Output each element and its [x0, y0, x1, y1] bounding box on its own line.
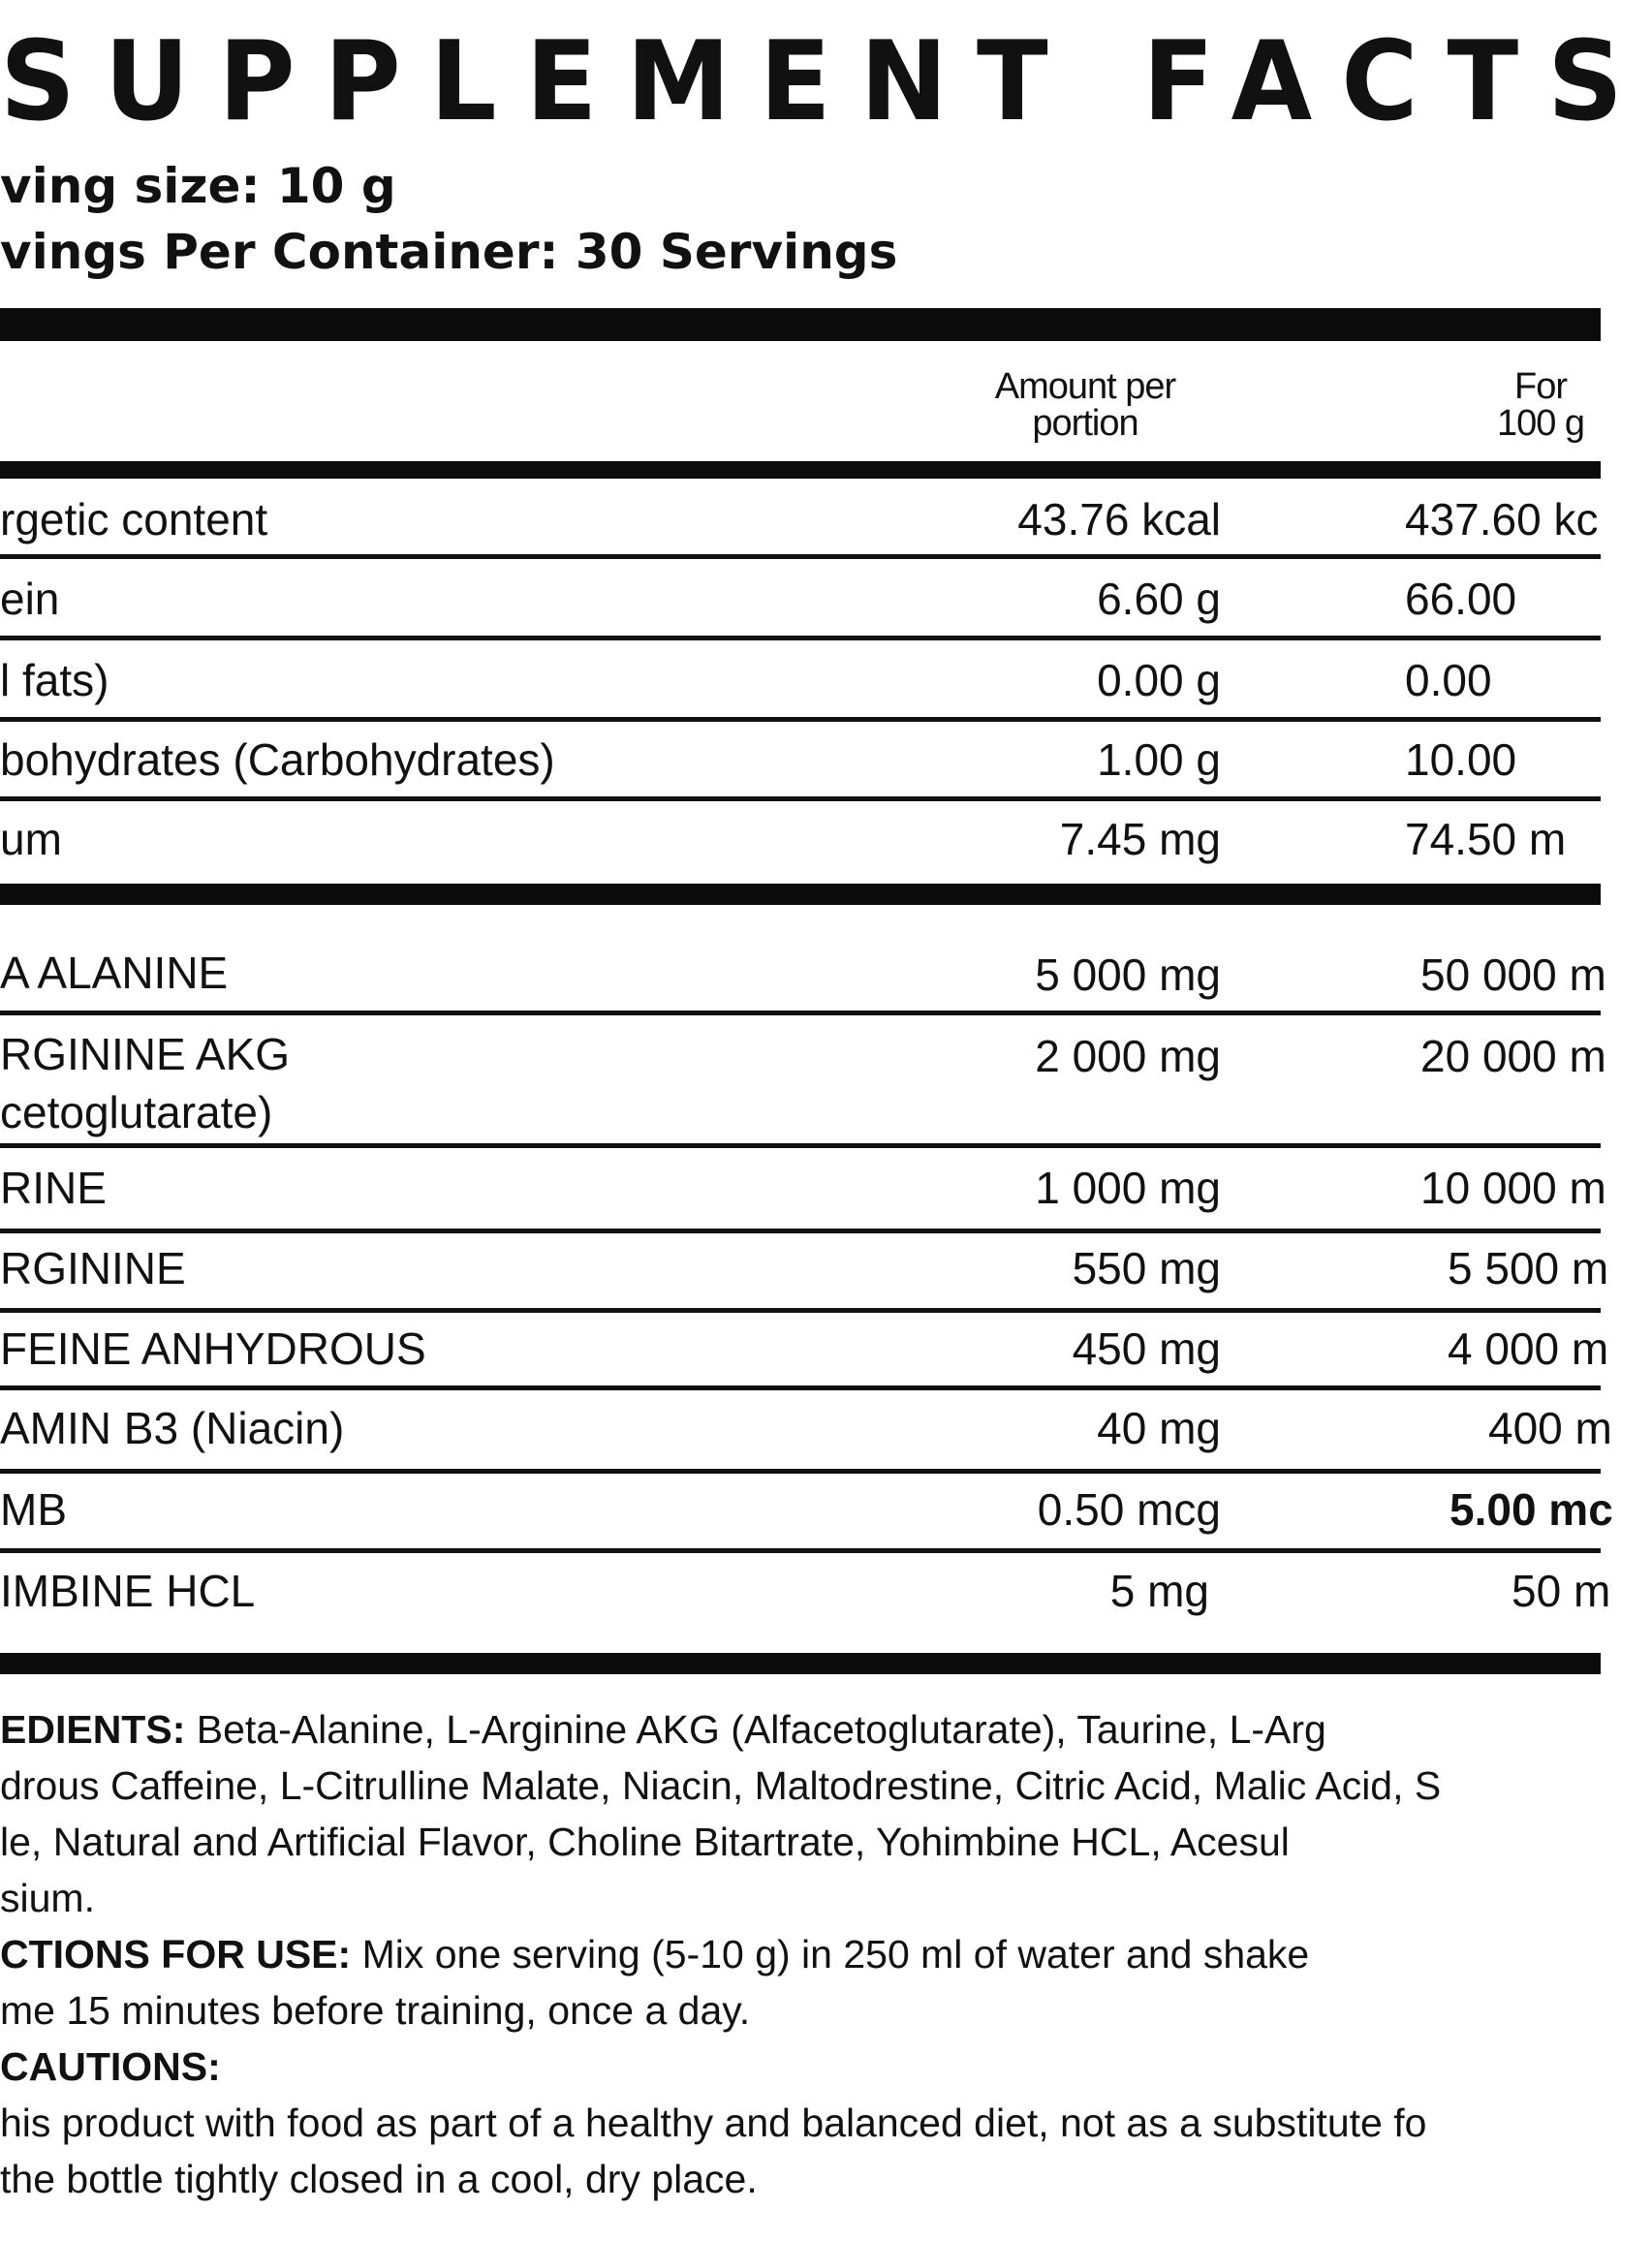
nutrition-row-name: rgetic content — [0, 494, 268, 545]
nutrition-row-name: ein — [0, 574, 60, 624]
nutrition-row-per100: 0.00 — [1405, 655, 1492, 705]
ingredient-row-amount: 40 mg — [1097, 1403, 1221, 1453]
nutrition-row-per100: 437.60 kc — [1405, 494, 1599, 545]
header-bar — [0, 461, 1601, 479]
column-header-per100: For 100 g — [1496, 366, 1585, 444]
row-divider — [0, 1143, 1601, 1148]
precautions-line — [0, 2039, 1647, 2095]
row-divider — [0, 1548, 1601, 1553]
nutrition-row-amount: 1.00 g — [1097, 734, 1221, 785]
precautions-label: CAUTIONS: — [0, 2044, 221, 2089]
directions-label: CTIONS FOR USE: — [0, 1932, 352, 1976]
ingredient-row-amount: 450 mg — [1072, 1323, 1221, 1374]
directions-line — [0, 1926, 1647, 1982]
ingredient-row-amount: 0.50 mcg — [1037, 1484, 1221, 1535]
serving-size: ving size: 10 g — [0, 158, 396, 214]
row-divider — [0, 1308, 1601, 1313]
nutrition-row-per100: 10.00 — [1405, 734, 1517, 785]
ingredient-row-amount: 5 000 mg — [1035, 949, 1221, 1000]
row-divider — [0, 1011, 1601, 1015]
ingredient-row-name: FEINE ANHYDROUS — [0, 1323, 426, 1374]
nutrition-row-per100: 74.50 m — [1405, 814, 1567, 864]
ingredient-row-name-line2: cetoglutarate) — [0, 1087, 273, 1137]
nutrition-row-amount: 0.00 g — [1097, 655, 1221, 705]
ingredient-row-name: A ALANINE — [0, 948, 229, 998]
servings-per-container: vings Per Container: 30 Servings — [0, 224, 898, 280]
nutrition-row-name: l fats) — [0, 655, 109, 705]
ingredient-row-name: IMBINE HCL — [0, 1566, 256, 1616]
ingredient-row-per100: 5 500 m — [1448, 1243, 1609, 1293]
ingredient-row-name: RINE — [0, 1163, 107, 1213]
ingredient-row-per100: 400 m — [1488, 1403, 1612, 1453]
nutrition-row-amount: 43.76 kcal — [1017, 494, 1221, 545]
row-divider — [0, 796, 1601, 801]
row-divider — [0, 636, 1601, 640]
directions-text: me 15 minutes before training, once a day. — [0, 1988, 751, 2033]
row-divider — [0, 1469, 1601, 1474]
ingredients-label: EDIENTS: — [0, 1707, 186, 1752]
ingredient-row-per100: 50 000 m — [1420, 949, 1606, 1000]
row-divider — [0, 1229, 1601, 1233]
ingredient-row-name: RGININE — [0, 1243, 186, 1293]
ingredient-row-per100: 5.00 mc — [1449, 1484, 1613, 1535]
nutrition-row-amount: 7.45 mg — [1059, 814, 1221, 864]
ingredient-row-per100: 50 m — [1512, 1566, 1611, 1616]
ingredient-row-per100: 20 000 m — [1420, 1031, 1606, 1081]
ingredients-text: drous Caffeine, L-Citrulline Malate, Niacin, Maltodrestine, Citric Acid, Malic Acid, S — [0, 1763, 1442, 1808]
ingredient-row-per100: 10 000 m — [1420, 1163, 1606, 1213]
row-divider — [0, 1385, 1601, 1390]
ingredient-row-amount: 5 mg — [1109, 1566, 1209, 1616]
section-divider-bar — [0, 884, 1601, 905]
directions-text: Mix one serving (5-10 g) in 250 ml of water and shake — [351, 1932, 1310, 1976]
column-header-amount: Amount per portion — [994, 366, 1176, 444]
precautions-text: the bottle tightly closed in a cool, dry place. — [0, 2157, 758, 2201]
ingredients-text: le, Natural and Artificial Flavor, Choline Bitartrate, Yohimbine HCL, Acesul — [0, 1820, 1290, 1864]
ingredient-row-name: AMIN B3 (Niacin) — [0, 1403, 345, 1453]
ingredients-text: sium. — [0, 1876, 95, 1920]
table-top-bar — [0, 308, 1601, 341]
page-title: SUPPLEMENT FACTS — [0, 17, 1652, 146]
row-divider — [0, 717, 1601, 722]
ingredient-row-name: RGININE AKG — [0, 1029, 291, 1079]
ingredient-row-per100: 4 000 m — [1448, 1323, 1609, 1374]
ingredients-line — [0, 1701, 1647, 1758]
nutrition-row-name: bohydrates (Carbohydrates) — [0, 734, 555, 785]
nutrition-row-per100: 66.00 — [1405, 574, 1517, 624]
table-bottom-bar — [0, 1653, 1601, 1674]
nutrition-row-name: um — [0, 814, 62, 864]
ingredients-text: Beta-Alanine, L-Arginine AKG (Alfacetoglutarate), Taurine, L-Arg — [185, 1707, 1326, 1752]
ingredient-row-name: MB — [0, 1484, 67, 1535]
ingredient-row-amount: 1 000 mg — [1035, 1163, 1221, 1213]
nutrition-row-amount: 6.60 g — [1097, 574, 1221, 624]
precautions-text: his product with food as part of a healthy and balanced diet, not as a substitute fo — [0, 2101, 1427, 2145]
ingredient-row-amount: 2 000 mg — [1035, 1031, 1221, 1081]
ingredient-row-amount: 550 mg — [1072, 1243, 1221, 1293]
row-divider — [0, 554, 1601, 559]
